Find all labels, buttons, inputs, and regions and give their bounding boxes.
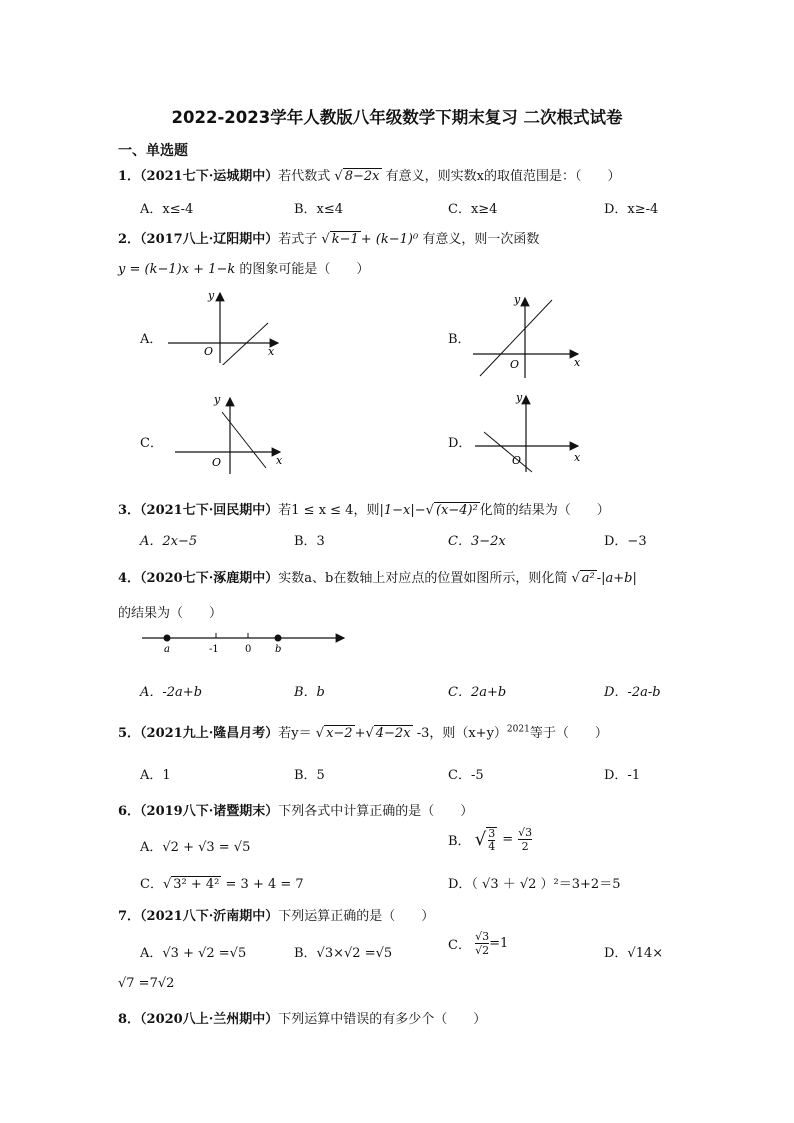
svg-text:O: O	[512, 454, 522, 467]
q4-option-b: B．b	[294, 685, 325, 700]
question-3: 3．（2021七下·回民期中）若1 ≤ x ≤ 4，则|1−x|−√ (x−4)² 化简的结果为（ ）	[118, 503, 610, 518]
q7-option-b: B．√3×√2 =√5	[294, 946, 393, 961]
q4-option-a: A．-2a+b	[140, 685, 203, 700]
radical: 8−2x	[344, 169, 380, 184]
svg-text:x: x	[276, 454, 283, 467]
question-1: 1．（2021七下·运城期中）若代数式 √ 8−2x 有意义，则实数x的取值范围是：（ ）	[118, 169, 621, 184]
q5-option-d: D．-1	[604, 768, 641, 783]
q5-option-b: B．5	[294, 768, 325, 783]
q6-option-d: D．（ √3 ＋ √2 ）²＝3+2＝5	[448, 877, 621, 892]
q1-option-a: A．x≤-4	[140, 202, 194, 217]
q1-option-d: D．x≥-4	[604, 202, 659, 217]
q4-option-d: D．-2a-b	[604, 685, 661, 700]
section-heading: 一、单选题	[118, 143, 188, 159]
number-line	[140, 628, 350, 658]
q2-option-a: A．	[140, 332, 163, 347]
question-4: 4．（2020七下·涿鹿期中）实数a、b在数轴上对应点的位置如图所示，则化简 √ a² -|a+b|	[118, 571, 637, 586]
question-2: 2．（2017八上·辽阳期中）若式子 √ k−1 + (k−1)⁰ 有意义，则一次函数	[118, 232, 540, 247]
svg-text:a: a	[164, 644, 170, 655]
question-2-line2: y = (k−1)x + 1−k 的图象可能是（ ）	[118, 262, 370, 277]
svg-text:-1: -1	[209, 644, 219, 655]
graph-a	[160, 285, 285, 365]
q4-option-c: C．2a+b	[448, 685, 507, 700]
question-4-line2: 的结果为（ ）	[118, 606, 223, 621]
question-7: 7．（2021八下·沂南期中）下列运算正确的是（ ）	[118, 909, 435, 924]
q3-option-b: B．3	[294, 534, 325, 549]
svg-text:O: O	[212, 456, 222, 469]
question-5: 5．（2021九上·隆昌月考）若y＝ √ x−2 +√ 4−2x -3，则$(x+y)^{2021}$等于（ ）	[118, 724, 608, 741]
q3-option-a: A．2x−5	[140, 534, 198, 549]
q3-option-c: C．3−2x	[448, 534, 506, 549]
question-6: 6．（2019八下·诸暨期末）下列各式中计算正确的是（ ）	[118, 804, 474, 819]
svg-text:0: 0	[245, 644, 252, 655]
svg-text:O: O	[204, 345, 214, 358]
svg-text:y: y	[514, 293, 521, 306]
svg-text:x: x	[574, 356, 581, 369]
q3-option-d: D．−3	[604, 534, 647, 549]
q7-option-c: C． $\frac{√3}{√2}$ =1	[448, 930, 509, 957]
svg-text:y: y	[214, 393, 221, 406]
graph-c	[170, 390, 290, 475]
question-8: 8．（2020八上·兰州期中）下列运算中错误的有多少个（ ）	[118, 1012, 487, 1027]
page-title: 2022-2023学年人教版八年级数学下期末复习 二次根式试卷	[171, 108, 623, 127]
q7-option-d-cont: √7 =7√2	[118, 976, 175, 991]
q7-option-a: A．√3 + √2 =√5	[140, 946, 247, 961]
q2-option-b: B．	[448, 332, 471, 347]
svg-text:O: O	[510, 358, 520, 371]
q6-option-a: A．√2 + √3 = √5	[140, 840, 251, 855]
svg-text:y: y	[208, 289, 215, 302]
graph-b	[468, 290, 588, 380]
svg-text:x: x	[574, 451, 581, 464]
svg-text:x: x	[268, 345, 275, 358]
q6-option-c: C．√ 3² + 4² = 3 + 4 = 7	[140, 877, 304, 892]
q1-option-b: B．x≤4	[294, 202, 344, 217]
q6-option-b: B． √ $\frac{3}{4}$ = $\frac{√3}{2}$	[448, 826, 533, 853]
q2-option-d: D．	[448, 436, 472, 451]
graph-d	[470, 388, 588, 473]
q2-option-c: C．	[140, 436, 163, 451]
svg-text:b: b	[275, 644, 282, 655]
q5-option-c: C．-5	[448, 768, 484, 783]
q7-option-d: D．√14×	[604, 946, 664, 961]
q1-option-c: C．x≥4	[448, 202, 498, 217]
svg-text:y: y	[516, 391, 523, 404]
q5-option-a: A．1	[140, 768, 171, 783]
